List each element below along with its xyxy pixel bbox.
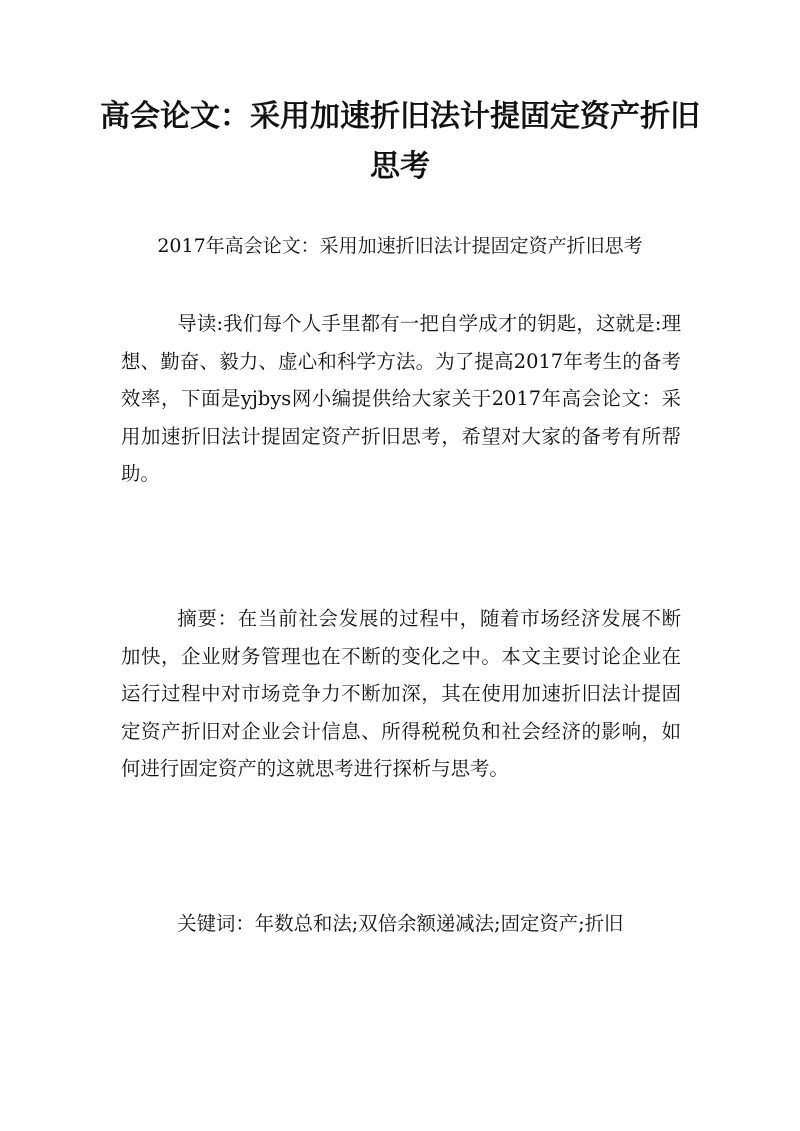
keywords-paragraph: 关键词：年数总和法;双倍余额递减法;固定资产;折旧 [177,912,624,935]
document-title: 高会论文：采用加速折旧法计提固定资产折旧思考 [100,99,700,184]
document-subtitle: 2017年高会论文：采用加速折旧法计提固定资产折旧思考 [157,235,643,257]
abstract-paragraph: 摘要：在当前社会发展的过程中，随着市场经济发展不断加快，企业财务管理也在不断的变化之中。本文主要讨论企业在运行过程中对市场竞争力不断加深，其在使用加速折旧法计提固定资产折旧对企业会计信息、所得税税负和社会经济的影响，如何进行固定资产的这就思考进行探析与思考。 [121,607,681,780]
intro-paragraph: 导读:我们每个人手里都有一把自学成才的钥匙，这就是:理想、勤奋、毅力、虚心和科学方法。为了提高2017年考生的备考效率，下面是yjbys网小编提供给大家关于2017年高会论文：采用加速折旧法计提固定资产折旧思考，希望对大家的备考有所帮助。 [121,312,681,485]
